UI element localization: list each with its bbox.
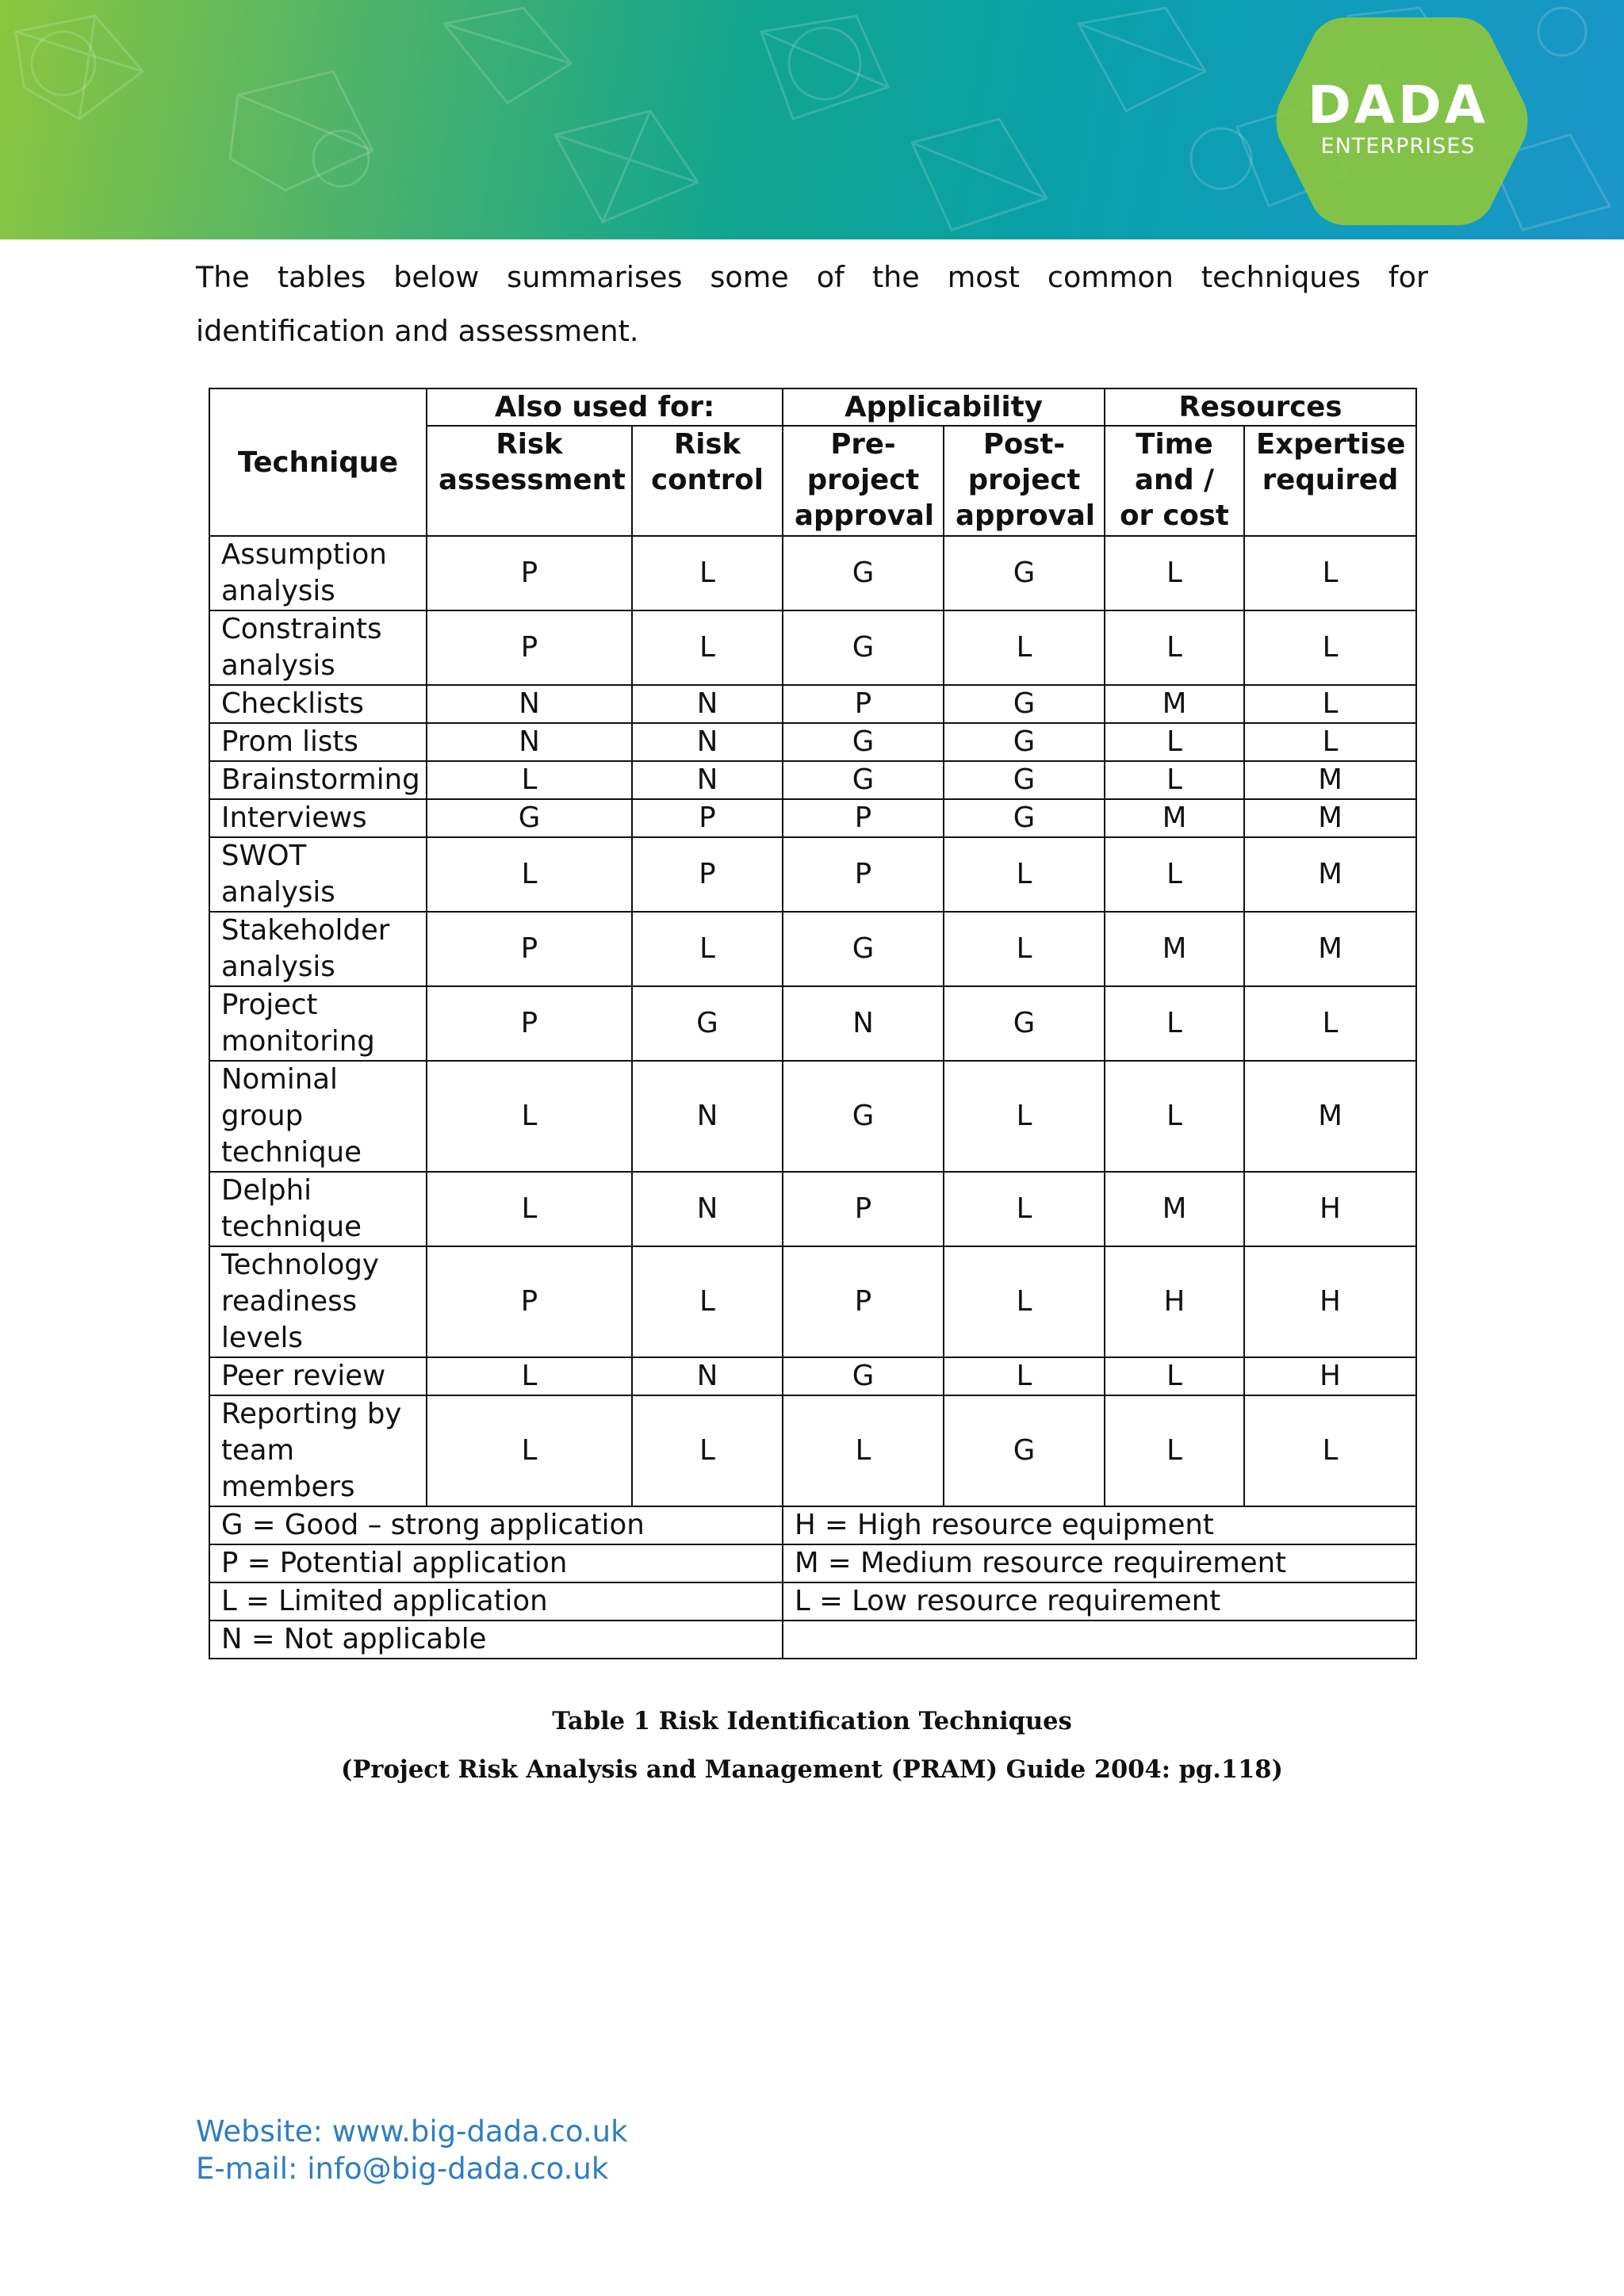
table-row bbox=[209, 1172, 1416, 1246]
cell-post-project: L bbox=[944, 610, 1105, 685]
header-banner bbox=[0, 0, 1624, 239]
cell-pre-project: G bbox=[783, 723, 944, 761]
cell-pre-project: L bbox=[783, 1395, 944, 1506]
cell-time-cost: L bbox=[1105, 536, 1244, 610]
table-caption-title: Table 1 Risk Identification Techniques bbox=[552, 1707, 1072, 1735]
technique-name: Project monitoring bbox=[209, 986, 427, 1061]
technique-name: SWOT analysis bbox=[209, 837, 427, 912]
cell-pre-project: N bbox=[783, 986, 944, 1061]
cell-risk-control: N bbox=[632, 1357, 783, 1395]
cell-expertise: L bbox=[1244, 986, 1416, 1061]
cell-post-project: G bbox=[944, 761, 1105, 799]
cell-expertise: L bbox=[1244, 723, 1416, 761]
technique-name: Stakeholder analysis bbox=[209, 912, 427, 986]
cell-risk-assessment: L bbox=[427, 837, 632, 912]
technique-name: Interviews bbox=[209, 799, 427, 837]
cell-pre-project: G bbox=[783, 536, 944, 610]
legend-resources bbox=[783, 1621, 1416, 1659]
cell-post-project: L bbox=[944, 1246, 1105, 1357]
legend-resources: M = Medium resource requirement bbox=[783, 1544, 1416, 1582]
cell-time-cost: H bbox=[1105, 1246, 1244, 1357]
cell-risk-assessment: P bbox=[427, 610, 632, 685]
header-applicability: Applicability bbox=[783, 388, 1105, 426]
cell-risk-assessment: P bbox=[427, 986, 632, 1061]
technique-name: Brainstorming bbox=[209, 761, 427, 799]
cell-pre-project: G bbox=[783, 912, 944, 986]
technique-name: Peer review bbox=[209, 1357, 427, 1395]
cell-pre-project: P bbox=[783, 685, 944, 723]
header-pre-project-approval: Pre- project approval bbox=[783, 426, 944, 536]
cell-pre-project: P bbox=[783, 1172, 944, 1246]
cell-risk-assessment: N bbox=[427, 685, 632, 723]
cell-time-cost: M bbox=[1105, 912, 1244, 986]
cell-risk-control: G bbox=[632, 986, 783, 1061]
legend-row bbox=[209, 1621, 1416, 1659]
cell-risk-assessment: P bbox=[427, 536, 632, 610]
header-resources: Resources bbox=[1105, 388, 1416, 426]
technique-name: Reporting by team members bbox=[209, 1395, 427, 1506]
cell-risk-control: N bbox=[632, 685, 783, 723]
cell-time-cost: L bbox=[1105, 986, 1244, 1061]
cell-expertise: M bbox=[1244, 761, 1416, 799]
cell-expertise: H bbox=[1244, 1246, 1416, 1357]
cell-expertise: L bbox=[1244, 685, 1416, 723]
legend-resources: H = High resource equipment bbox=[783, 1506, 1416, 1544]
technique-name: Nominal group technique bbox=[209, 1061, 427, 1172]
cell-pre-project: G bbox=[783, 610, 944, 685]
table-row bbox=[209, 1061, 1416, 1172]
header-technique: Technique bbox=[209, 388, 427, 536]
legend-row bbox=[209, 1506, 1416, 1544]
legend-applicability: P = Potential application bbox=[209, 1544, 783, 1582]
cell-post-project: G bbox=[944, 1395, 1105, 1506]
cell-risk-control: N bbox=[632, 1061, 783, 1172]
cell-expertise: L bbox=[1244, 536, 1416, 610]
cell-post-project: L bbox=[944, 837, 1105, 912]
cell-time-cost: L bbox=[1105, 761, 1244, 799]
cell-pre-project: P bbox=[783, 837, 944, 912]
table-row bbox=[209, 1357, 1416, 1395]
cell-time-cost: L bbox=[1105, 723, 1244, 761]
intro-paragraph: The tables below summarises some of the most common techniques for identification and assessment. bbox=[196, 260, 1428, 348]
cell-risk-control: L bbox=[632, 610, 783, 685]
header-risk-assessment: Risk assessment bbox=[427, 426, 632, 536]
cell-expertise: L bbox=[1244, 1395, 1416, 1506]
cell-expertise: M bbox=[1244, 837, 1416, 912]
cell-risk-control: N bbox=[632, 761, 783, 799]
legend-applicability: G = Good – strong application bbox=[209, 1506, 783, 1544]
cell-expertise: M bbox=[1244, 912, 1416, 986]
cell-post-project: L bbox=[944, 912, 1105, 986]
cell-post-project: G bbox=[944, 536, 1105, 610]
logo-subtitle: ENTERPRISES bbox=[1320, 134, 1476, 159]
table-row bbox=[209, 799, 1416, 837]
technique-name: Prom lists bbox=[209, 723, 427, 761]
cell-risk-assessment: L bbox=[427, 761, 632, 799]
cell-post-project: G bbox=[944, 723, 1105, 761]
cell-risk-control: N bbox=[632, 723, 783, 761]
legend-row bbox=[209, 1582, 1416, 1621]
table-caption-source: (Project Risk Analysis and Management (PRAM) Guide 2004: pg.118) bbox=[341, 1755, 1283, 1784]
cell-post-project: L bbox=[944, 1061, 1105, 1172]
cell-risk-assessment: L bbox=[427, 1395, 632, 1506]
table-row bbox=[209, 685, 1416, 723]
logo-title: DADA bbox=[1308, 75, 1488, 136]
cell-pre-project: G bbox=[783, 761, 944, 799]
legend-applicability: N = Not applicable bbox=[209, 1621, 783, 1659]
cell-time-cost: L bbox=[1105, 837, 1244, 912]
cell-time-cost: L bbox=[1105, 1395, 1244, 1506]
table-row bbox=[209, 1395, 1416, 1506]
technique-name: Constraints analysis bbox=[209, 610, 427, 685]
table-row bbox=[209, 1246, 1416, 1357]
table-body bbox=[209, 536, 1416, 1659]
cell-risk-control: P bbox=[632, 837, 783, 912]
cell-risk-control: L bbox=[632, 912, 783, 986]
cell-post-project: G bbox=[944, 986, 1105, 1061]
cell-risk-assessment: G bbox=[427, 799, 632, 837]
cell-time-cost: M bbox=[1105, 1172, 1244, 1246]
risk-techniques-table bbox=[209, 388, 1417, 1659]
legend-applicability: L = Limited application bbox=[209, 1582, 783, 1621]
cell-risk-assessment: P bbox=[427, 1246, 632, 1357]
header-time-cost: Time and / or cost bbox=[1105, 426, 1244, 536]
cell-expertise: L bbox=[1244, 610, 1416, 685]
table-row bbox=[209, 986, 1416, 1061]
header-also-used-for: Also used for: bbox=[427, 388, 783, 426]
legend-resources: L = Low resource requirement bbox=[783, 1582, 1416, 1621]
cell-risk-control: L bbox=[632, 536, 783, 610]
cell-post-project: L bbox=[944, 1172, 1105, 1246]
cell-time-cost: M bbox=[1105, 799, 1244, 837]
cell-post-project: G bbox=[944, 799, 1105, 837]
cell-risk-control: L bbox=[632, 1246, 783, 1357]
table-row bbox=[209, 610, 1416, 685]
cell-post-project: L bbox=[944, 1357, 1105, 1395]
cell-pre-project: P bbox=[783, 799, 944, 837]
technique-name: Delphi technique bbox=[209, 1172, 427, 1246]
cell-risk-assessment: L bbox=[427, 1172, 632, 1246]
technique-name: Technology readiness levels bbox=[209, 1246, 427, 1357]
cell-risk-assessment: L bbox=[427, 1061, 632, 1172]
cell-expertise: H bbox=[1244, 1357, 1416, 1395]
cell-time-cost: L bbox=[1105, 1061, 1244, 1172]
table-row bbox=[209, 536, 1416, 610]
header-expertise-required: Expertise required bbox=[1244, 426, 1416, 536]
cell-risk-control: N bbox=[632, 1172, 783, 1246]
cell-expertise: M bbox=[1244, 1061, 1416, 1172]
cell-expertise: M bbox=[1244, 799, 1416, 837]
footer-email-link[interactable]: E-mail: info@big-dada.co.uk bbox=[196, 2152, 609, 2186]
cell-risk-assessment: P bbox=[427, 912, 632, 986]
cell-risk-assessment: L bbox=[427, 1357, 632, 1395]
footer bbox=[196, 2113, 628, 2187]
header-risk-control: Risk control bbox=[632, 426, 783, 536]
cell-time-cost: L bbox=[1105, 610, 1244, 685]
table-row bbox=[209, 723, 1416, 761]
cell-pre-project: G bbox=[783, 1357, 944, 1395]
cell-post-project: G bbox=[944, 685, 1105, 723]
cell-time-cost: M bbox=[1105, 685, 1244, 723]
legend-row bbox=[209, 1544, 1416, 1582]
table-row bbox=[209, 761, 1416, 799]
cell-pre-project: G bbox=[783, 1061, 944, 1172]
table-row bbox=[209, 912, 1416, 986]
cell-pre-project: P bbox=[783, 1246, 944, 1357]
technique-name: Checklists bbox=[209, 685, 427, 723]
cell-risk-control: L bbox=[632, 1395, 783, 1506]
table-row bbox=[209, 837, 1416, 912]
logo bbox=[1267, 17, 1529, 225]
footer-website-link[interactable]: Website: www.big-dada.co.uk bbox=[196, 2114, 628, 2149]
header-row-groups bbox=[209, 388, 1416, 426]
cell-risk-assessment: N bbox=[427, 723, 632, 761]
cell-time-cost: L bbox=[1105, 1357, 1244, 1395]
header-post-project-approval: Post- project approval bbox=[944, 426, 1105, 536]
cell-risk-control: P bbox=[632, 799, 783, 837]
technique-name: Assumption analysis bbox=[209, 536, 427, 610]
cell-expertise: H bbox=[1244, 1172, 1416, 1246]
